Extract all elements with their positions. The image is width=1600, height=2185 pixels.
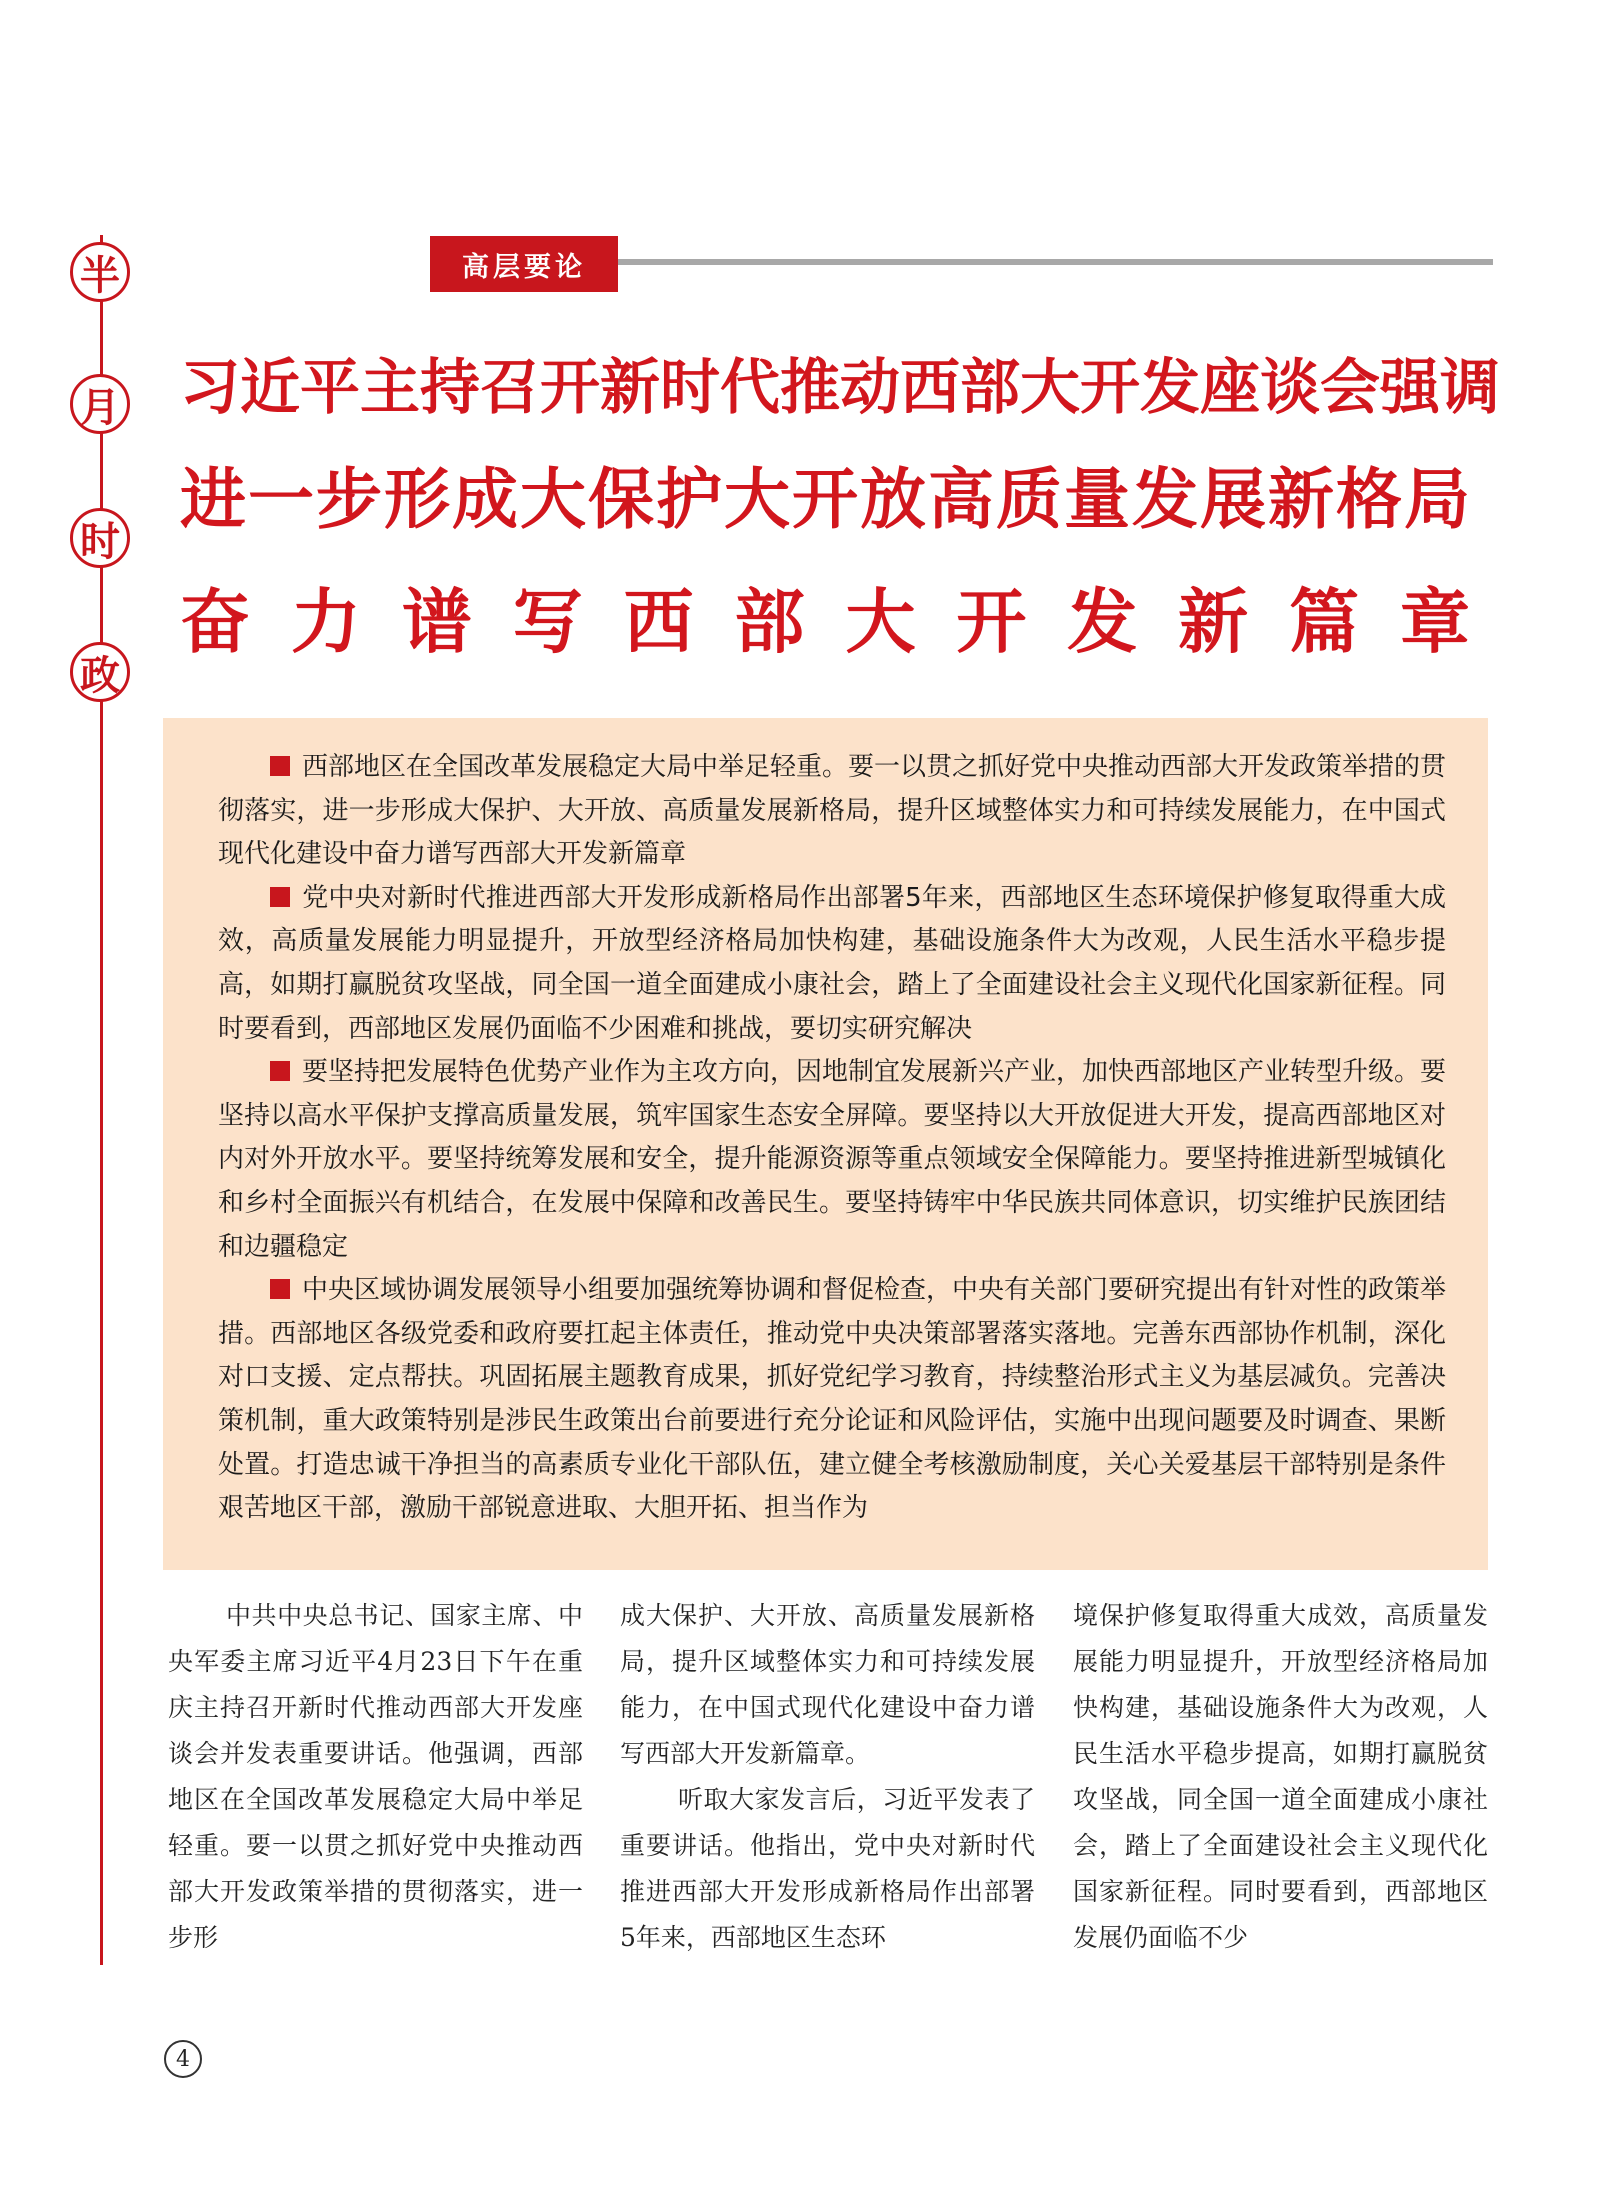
bullet-square-icon — [270, 756, 290, 776]
body-paragraph: 境保护修复取得重大成效，高质量发展能力明显提升，开放型经济格局加快构建，基础设施条件大为改观，人民生活水平稳步提高，如期打赢脱贫攻坚战，同全国一道全面建成小康社会，踏上了全面建设社会主义现代化国家新征程。同时要看到，西部地区发展仍面临不少 — [1073, 1601, 1488, 1952]
masthead-char: 半 — [70, 242, 130, 302]
body-paragraph: 成大保护、大开放、高质量发展新格局，提升区域整体实力和可持续发展能力，在中国式现代化建设中奋力谱写西部大开发新篇章。 — [620, 1601, 1035, 1768]
summary-item — [218, 746, 1446, 877]
masthead-char: 月 — [70, 374, 130, 434]
page-number: 4 — [164, 2040, 202, 2078]
summary-item-text: 西部地区在全国改革发展稳定大局中举足轻重。要一以贯之抓好党中央推动西部大开发政策举措的贯彻落实，进一步形成大保护、大开放、高质量发展新格局，提升区域整体实力和可持续发展能力，在中国式现代化建设中奋力谱写西部大开发新篇章 — [218, 752, 1447, 870]
headline-line-3: 奋力谱写西部大开发新篇章 — [180, 581, 1470, 663]
summary-item — [218, 877, 1446, 1051]
bullet-square-icon — [270, 1279, 290, 1299]
summary-item-text: 要坚持把发展特色优势产业作为主攻方向，因地制宜发展新兴产业，加快西部地区产业转型升级。要坚持以高水平保护支撑高质量发展，筑牢国家生态安全屏障。要坚持以大开放促进大开发，提高西部地区对内对外开放水平。要坚持统筹发展和安全，提升能源资源等重点领域安全保障能力。要坚持推进新型城镇化和乡村全面振兴有机结合，在发展中保障和改善民生。要坚持铸牢中华民族共同体意识，切实维护民族团结和边疆稳定 — [218, 1057, 1447, 1262]
bullet-square-icon — [270, 887, 290, 907]
summary-item — [218, 1051, 1446, 1269]
bullet-square-icon — [270, 1061, 290, 1081]
summary-item-text: 中央区域协调发展领导小组要加强统筹协调和督促检查，中央有关部门要研究提出有针对性的政策举措。西部地区各级党委和政府要扛起主体责任，推动党中央决策部署落实落地。完善东西部协作机制，深化对口支援、定点帮扶。巩固拓展主题教育成果，抓好党纪学习教育，持续整治形式主义为基层减负。完善决策机制，重大政策特别是涉民生政策出台前要进行充分论证和风险评估，实施中出现问题要及时调查、果断处置。打造忠诚干净担当的高素质专业化干部队伍，建立健全考核激励制度，关心关爱基层干部特别是条件艰苦地区干部，激励干部锐意进取、大胆开拓、担当作为 — [218, 1275, 1447, 1524]
body-column-2 — [620, 1593, 1035, 1961]
body-paragraph: 中共中央总书记、国家主席、中央军委主席习近平4月23日下午在重庆主持召开新时代推动西部大开发座谈会并发表重要讲话。他强调，西部地区在全国改革发展稳定大局中举足轻重。要一以贯之抓好党中央推动西部大开发政策举措的贯彻落实，进一步形 — [168, 1601, 583, 1952]
masthead-char: 政 — [70, 642, 130, 702]
summary-box — [163, 718, 1488, 1570]
section-divider — [618, 259, 1493, 265]
body-column-3 — [1073, 1593, 1488, 1961]
body-paragraph: 听取大家发言后，习近平发表了重要讲话。他指出，党中央对新时代推进西部大开发形成新格局作出部署5年来，西部地区生态环 — [620, 1785, 1035, 1952]
masthead-rule — [100, 235, 103, 1965]
section-tag: 高层要论 — [430, 236, 618, 292]
summary-item — [218, 1269, 1446, 1531]
summary-item-text: 党中央对新时代推进西部大开发形成新格局作出部署5年来，西部地区生态环境保护修复取得重大成效，高质量发展能力明显提升，开放型经济格局加快构建，基础设施条件大为改观，人民生活水平稳步提高，如期打赢脱贫攻坚战，同全国一道全面建成小康社会，踏上了全面建设社会主义现代化国家新征程。同时要看到，西部地区发展仍面临不少困难和挑战，要切实研究解决 — [218, 882, 1446, 1044]
headline-line-2: 进一步形成大保护大开放高质量发展新格局 — [180, 461, 1470, 538]
masthead-char: 时 — [70, 508, 130, 568]
headline-line-1: 习近平主持召开新时代推动西部大开发座谈会强调 — [180, 353, 1500, 423]
body-column-1 — [168, 1593, 583, 1961]
